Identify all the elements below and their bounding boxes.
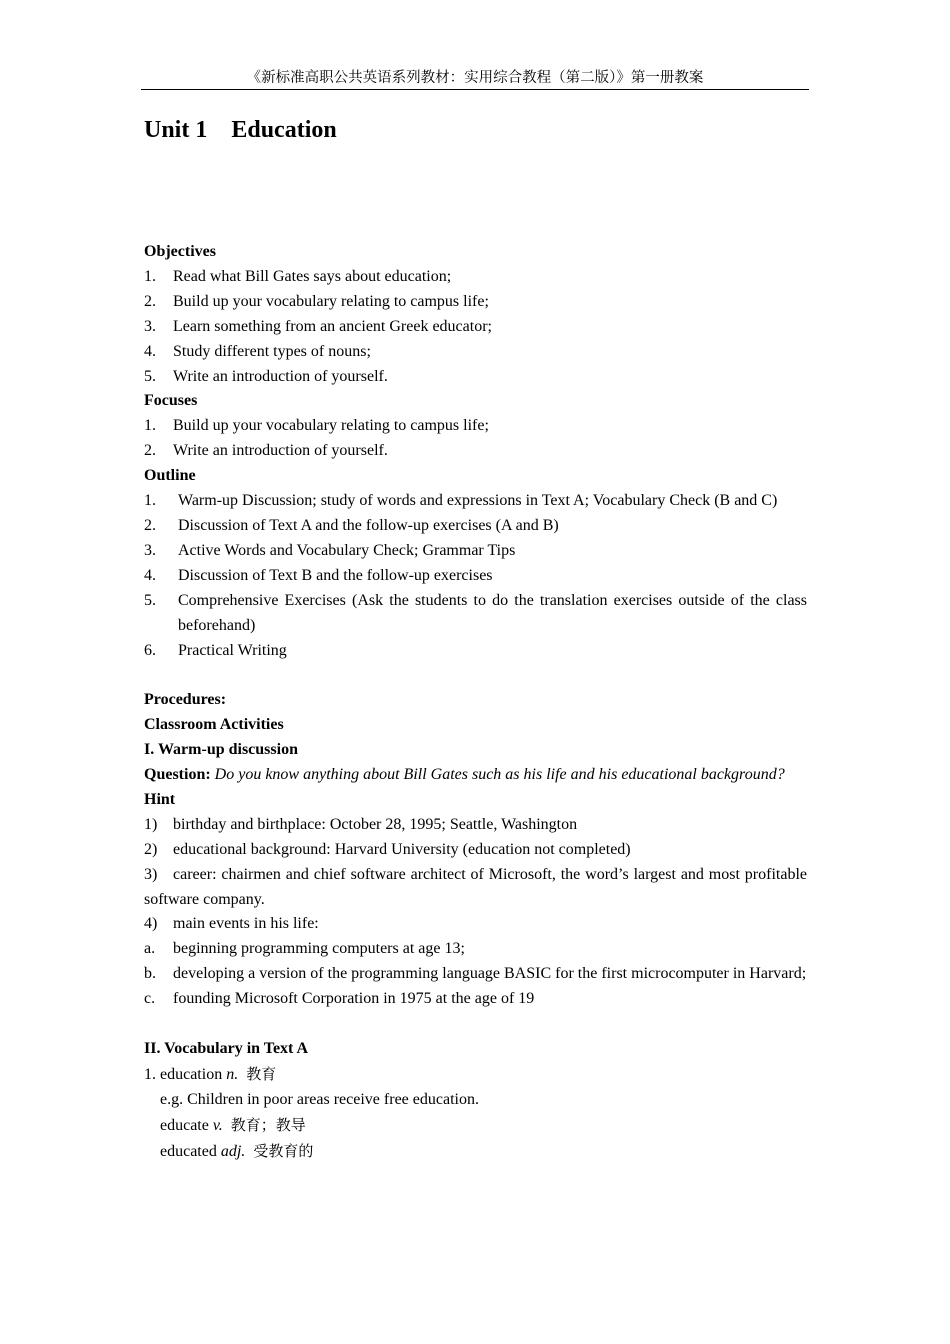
outline-item: 1. Warm-up Discussion; study of words and expressions in Text A; Vocabulary Check (B and C) (144, 492, 778, 510)
hint-item: 1) birthday and birthplace: October 28, 1995; Seattle, Washington (144, 815, 578, 833)
vocab-example: e.g. Children in poor areas receive free education. (160, 1090, 479, 1108)
objective-item: 4. Study different types of nouns; (144, 342, 371, 360)
focus-item: 2. Write an introduction of yourself. (144, 442, 388, 460)
event-item: b. developing a version of the programming language BASIC for the first microcomputer in Harvard; (144, 965, 807, 983)
event-item: c. founding Microsoft Corporation in 1975 at the age of 19 (144, 990, 535, 1008)
classroom-activities-heading: Classroom Activities (144, 716, 284, 734)
objective-item: 5. Write an introduction of yourself. (144, 367, 388, 385)
lesson-content (144, 240, 807, 1165)
outline-item: 3. Active Words and Vocabulary Check; Grammar Tips (144, 541, 516, 559)
event-item: a. beginning programming computers at age 13; (144, 940, 465, 958)
outline-item: 5. Comprehensive Exercises (Ask the students to do the translation exercises outside of the class beforehand) (144, 591, 807, 634)
outline-item: 4. Discussion of Text B and the follow-up exercises (144, 566, 493, 584)
outline-item: 6. Practical Writing (144, 641, 287, 659)
hint-item: 3) career: chairmen and chief software architect of Microsoft, the word’s largest and most profitable software company. (144, 865, 807, 908)
objective-item: 2. Build up your vocabulary relating to campus life; (144, 292, 489, 310)
warmup-question: Question: Do you know anything about Bill Gates such as his life and his educational background? (144, 766, 785, 784)
outline-item: 2. Discussion of Text A and the follow-up exercises (A and B) (144, 516, 559, 534)
vocab-derived: educated adj. 受教育的 (160, 1141, 314, 1160)
objective-item: 1. Read what Bill Gates says about education; (144, 267, 452, 285)
vocab-entry: 1. education n. 教育 (144, 1064, 277, 1083)
spacer (144, 1012, 807, 1037)
hint-heading: Hint (144, 790, 176, 808)
vocab-derived: educate v. 教育；教导 (160, 1115, 306, 1134)
focuses-heading: Focuses (144, 392, 198, 410)
hint-item: 2) educational background: Harvard University (education not completed) (144, 840, 631, 858)
outline-heading: Outline (144, 467, 196, 485)
page-header: 《新标准高职公共英语系列教材：实用综合教程（第二版）》第一册教案 (141, 68, 809, 90)
objective-item: 3. Learn something from an ancient Greek educator; (144, 317, 492, 335)
focus-item: 1. Build up your vocabulary relating to campus life; (144, 417, 489, 435)
unit-title: Unit 1 Education (144, 117, 337, 143)
spacer (144, 663, 807, 688)
objectives-heading: Objectives (144, 243, 216, 260)
vocabulary-heading: II. Vocabulary in Text A (144, 1039, 309, 1057)
hint-item: 4) main events in his life: (144, 915, 319, 933)
warmup-heading: I. Warm-up discussion (144, 741, 298, 759)
procedures-heading: Procedures: (144, 691, 227, 709)
